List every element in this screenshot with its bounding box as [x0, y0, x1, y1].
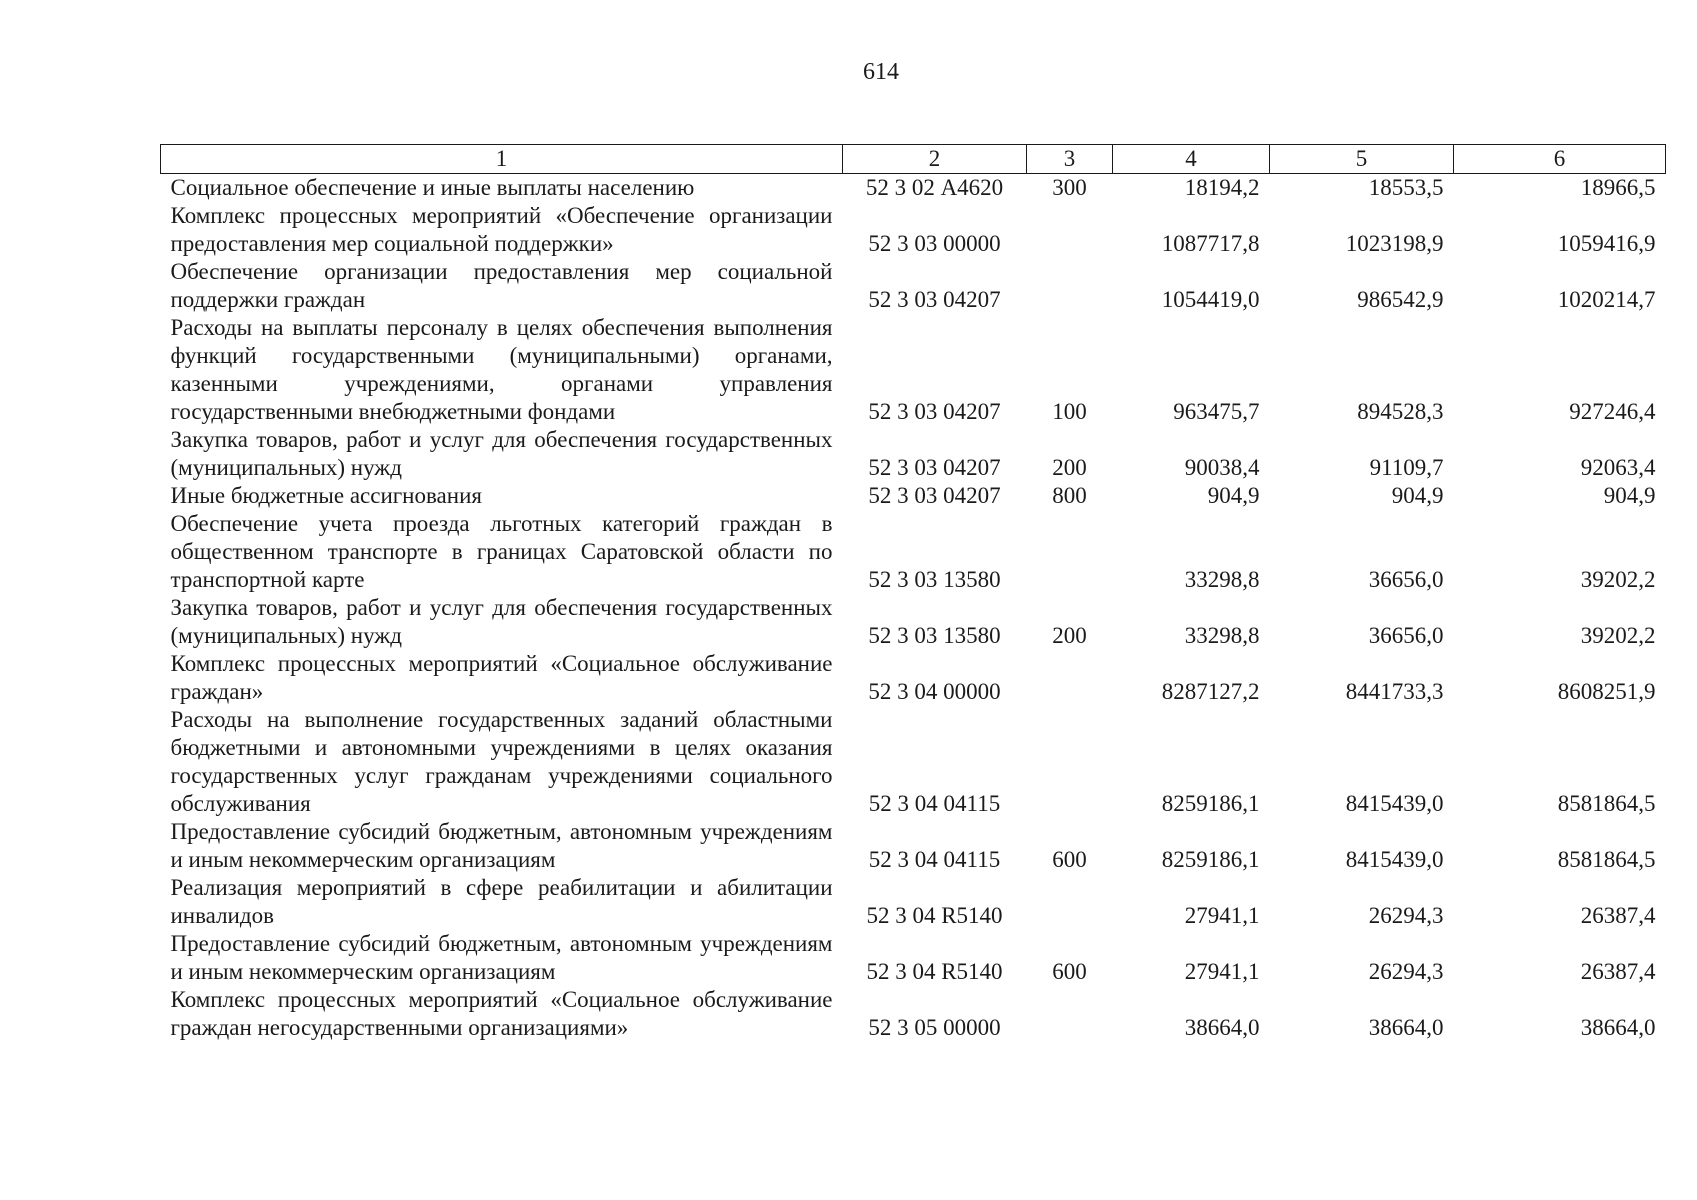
row-value-col-4: 8287127,2 — [1161, 679, 1260, 704]
table-row — [161, 426, 1666, 482]
row-value-col-5: 8441733,3 — [1345, 679, 1444, 704]
row-value-col-6: 8581864,5 — [1557, 791, 1656, 816]
row-expense-type: 200 — [1052, 623, 1087, 648]
row-value-col-4: 33298,8 — [1184, 567, 1260, 592]
row-code: 52 3 03 04207 — [868, 287, 1001, 312]
table-row — [161, 650, 1666, 706]
table-row — [161, 986, 1666, 1042]
row-value-col-6: 38664,0 — [1580, 1015, 1656, 1040]
header-col-5: 5 — [1270, 145, 1454, 174]
table-row — [161, 594, 1666, 650]
table-row — [161, 258, 1666, 314]
row-value-col-4: 8259186,1 — [1161, 791, 1260, 816]
row-code: 52 3 04 00000 — [868, 679, 1001, 704]
row-expense-type: 100 — [1052, 399, 1087, 424]
row-code: 52 3 04 04115 — [868, 791, 1001, 816]
table-body — [161, 174, 1666, 1043]
row-name: Предоставление субсидий бюджетным, автономным учреждениям и иным некоммерческим организациям — [170, 819, 833, 872]
row-value-col-6: 8581864,5 — [1557, 847, 1656, 872]
row-name: Реализация мероприятий в сфере реабилитации и абилитации инвалидов — [170, 875, 833, 928]
page-number: 614 — [863, 59, 899, 85]
row-value-col-5: 91109,7 — [1369, 455, 1444, 480]
row-value-col-6: 92063,4 — [1580, 455, 1656, 480]
row-value-col-6: 26387,4 — [1580, 903, 1656, 928]
row-value-col-5: 26294,3 — [1368, 903, 1444, 928]
header-row — [161, 145, 1666, 174]
row-value-col-5: 8415439,0 — [1345, 791, 1444, 816]
row-expense-type — [1027, 202, 1113, 258]
row-code: 52 3 03 13580 — [868, 623, 1001, 648]
row-value-col-5: 894528,3 — [1357, 399, 1444, 424]
row-value-col-4: 18194,2 — [1184, 175, 1260, 200]
row-value-col-4: 27941,1 — [1184, 903, 1260, 928]
row-code: 52 3 03 04207 — [868, 455, 1001, 480]
row-code: 52 3 03 04207 — [868, 483, 1001, 508]
row-name: Комплекс процессных мероприятий «Социальное обслуживание граждан» — [170, 651, 833, 704]
row-value-col-4: 1087717,8 — [1161, 231, 1260, 256]
row-name: Комплекс процессных мероприятий «Социальное обслуживание граждан негосударственными организациями» — [170, 987, 833, 1040]
row-value-col-5: 38664,0 — [1368, 1015, 1444, 1040]
row-name: Обеспечение учета проезда льготных категорий граждан в общественном транспорте в границах Саратовской области по транспортной карте — [170, 511, 833, 592]
row-code: 52 3 02 А4620 — [865, 175, 1004, 200]
row-value-col-4: 38664,0 — [1184, 1015, 1260, 1040]
row-value-col-5: 36656,0 — [1368, 623, 1444, 648]
row-expense-type: 800 — [1052, 483, 1087, 508]
row-code: 52 3 05 00000 — [868, 1015, 1001, 1040]
row-name: Предоставление субсидий бюджетным, автономным учреждениям и иным некоммерческим организациям — [170, 931, 833, 984]
row-value-col-6: 26387,4 — [1580, 959, 1656, 984]
row-expense-type: 600 — [1052, 959, 1087, 984]
row-value-col-6: 8608251,9 — [1557, 679, 1656, 704]
row-value-col-4: 904,9 — [1207, 483, 1260, 508]
row-value-col-5: 904,9 — [1391, 483, 1444, 508]
row-expense-type: 600 — [1052, 847, 1087, 872]
row-value-col-5: 986542,9 — [1357, 287, 1444, 312]
row-code: 52 3 03 13580 — [868, 567, 1001, 592]
row-name: Обеспечение организации предоставления мер социальной поддержки граждан — [170, 259, 833, 312]
row-value-col-6: 927246,4 — [1569, 399, 1656, 424]
table-row — [161, 874, 1666, 930]
table-row — [161, 314, 1666, 426]
row-code: 52 3 03 00000 — [868, 231, 1001, 256]
row-name: Комплекс процессных мероприятий «Обеспечение организации предоставления мер социальной поддержки» — [170, 203, 833, 256]
row-expense-type — [1027, 510, 1113, 594]
header-col-4: 4 — [1113, 145, 1270, 174]
row-value-col-5: 8415439,0 — [1345, 847, 1444, 872]
row-value-col-4: 90038,4 — [1184, 455, 1260, 480]
row-value-col-4: 8259186,1 — [1161, 847, 1260, 872]
row-value-col-6: 1059416,9 — [1557, 231, 1656, 256]
row-name: Иные бюджетные ассигнования — [170, 483, 482, 508]
header-col-6: 6 — [1454, 145, 1666, 174]
row-name: Социальное обеспечение и иные выплаты населению — [170, 175, 695, 200]
row-expense-type — [1027, 706, 1113, 818]
row-value-col-5: 36656,0 — [1368, 567, 1444, 592]
table-row — [161, 174, 1666, 203]
row-expense-type: 200 — [1052, 455, 1087, 480]
row-value-col-5: 1023198,9 — [1345, 231, 1444, 256]
row-name: Расходы на выплаты персоналу в целях обеспечения выполнения функций государственными (муниципальными) органами, казенными учреждениями, органами управления государственными внебюджетными фондами — [170, 315, 833, 424]
row-expense-type — [1027, 650, 1113, 706]
row-expense-type: 300 — [1052, 175, 1087, 200]
budget-table — [160, 144, 1666, 1042]
header-col-3: 3 — [1027, 145, 1113, 174]
row-value-col-4: 27941,1 — [1184, 959, 1260, 984]
row-value-col-5: 26294,3 — [1368, 959, 1444, 984]
row-expense-type — [1027, 874, 1113, 930]
table-row — [161, 818, 1666, 874]
row-value-col-6: 18966,5 — [1580, 175, 1656, 200]
table-row — [161, 930, 1666, 986]
row-value-col-6: 1020214,7 — [1557, 287, 1656, 312]
table-row — [161, 482, 1666, 510]
row-value-col-6: 904,9 — [1603, 483, 1656, 508]
row-name: Расходы на выполнение государственных заданий областными бюджетными и автономными учреждениями в целях оказания государственных услуг гражданам учреждениями социального обслуживания — [170, 707, 833, 816]
row-name: Закупка товаров, работ и услуг для обеспечения государственных (муниципальных) нужд — [170, 595, 833, 648]
table-header — [161, 145, 1666, 174]
row-value-col-4: 963475,7 — [1173, 399, 1260, 424]
table-row — [161, 202, 1666, 258]
table-row — [161, 510, 1666, 594]
row-value-col-4: 33298,8 — [1184, 623, 1260, 648]
row-code: 52 3 03 04207 — [868, 399, 1001, 424]
row-code: 52 3 04 R5140 — [866, 959, 1003, 984]
row-name: Закупка товаров, работ и услуг для обеспечения государственных (муниципальных) нужд — [170, 427, 833, 480]
row-value-col-6: 39202,2 — [1580, 623, 1656, 648]
row-value-col-6: 39202,2 — [1580, 567, 1656, 592]
header-col-1: 1 — [161, 145, 843, 174]
header-col-2: 2 — [843, 145, 1027, 174]
row-expense-type — [1027, 986, 1113, 1042]
row-expense-type — [1027, 258, 1113, 314]
row-value-col-5: 18553,5 — [1368, 175, 1444, 200]
row-code: 52 3 04 R5140 — [866, 903, 1003, 928]
table-row — [161, 706, 1666, 818]
row-code: 52 3 04 04115 — [868, 847, 1001, 872]
row-value-col-4: 1054419,0 — [1161, 287, 1260, 312]
